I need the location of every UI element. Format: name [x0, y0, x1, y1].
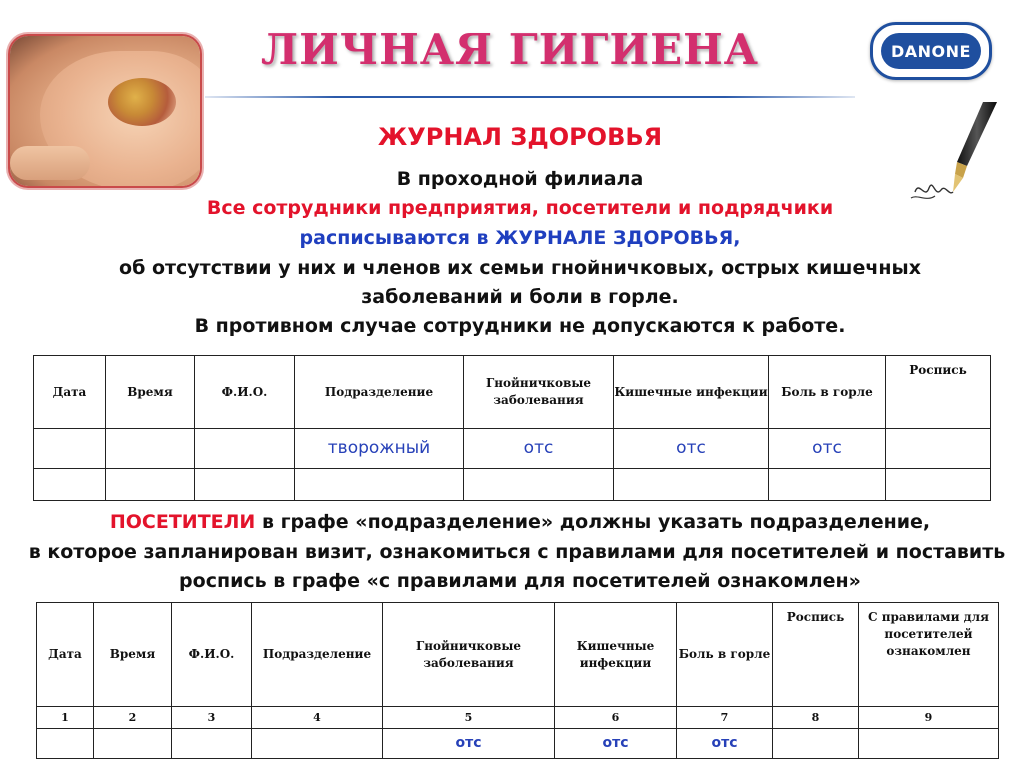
- col-rules-ack-header: С правилами для посетителей ознакомлен: [859, 603, 999, 707]
- visitors-line-1-rest: в графе «подразделение» должны указать подразделение,: [255, 511, 931, 533]
- page-title: ЛИЧНАЯ ГИГИЕНА: [261, 25, 759, 74]
- col-number: 1: [37, 707, 94, 729]
- col-number: 4: [252, 707, 383, 729]
- table-header-row: [37, 603, 999, 707]
- col-department-header: Подразделение: [252, 603, 383, 707]
- table-row: [34, 469, 991, 501]
- logo-text: DANONE: [881, 33, 981, 69]
- visitors-line-2: в которое запланирован визит, ознакомиться с правилами для посетителей и поставить: [28, 541, 1006, 563]
- fountain-pen-icon: [905, 100, 1000, 210]
- visitors-line-3: роспись в графе «с правилами для посетителей ознакомлен»: [179, 570, 861, 592]
- col-department-header: Подразделение: [295, 356, 464, 429]
- cell-empty[interactable]: [195, 469, 295, 501]
- col-number: 9: [859, 707, 999, 729]
- col-number: 3: [172, 707, 252, 729]
- table-row: [37, 729, 999, 759]
- cell-empty[interactable]: [106, 469, 195, 501]
- cell-empty[interactable]: [464, 469, 614, 501]
- col-name-header: Ф.И.О.: [172, 603, 252, 707]
- cell-date[interactable]: [37, 729, 94, 759]
- cell-time[interactable]: [106, 429, 195, 469]
- visitors-journal-table: [36, 602, 999, 759]
- cell-empty[interactable]: [614, 469, 769, 501]
- column-number-row: [37, 707, 999, 729]
- col-intestinal-header: Кишечные инфекции: [614, 356, 769, 429]
- cell-sore-throat[interactable]: отс: [769, 429, 886, 469]
- cell-empty[interactable]: [886, 469, 991, 501]
- col-signature-header: Роспись: [886, 356, 991, 429]
- health-journal-table: [33, 355, 991, 501]
- cell-empty[interactable]: [295, 469, 464, 501]
- cell-pustular[interactable]: отс: [383, 729, 555, 759]
- cell-name[interactable]: [195, 429, 295, 469]
- col-name-header: Ф.И.О.: [195, 356, 295, 429]
- col-pustular-header: Гнойничковые заболевания: [383, 603, 555, 707]
- visitors-line-1: [20, 510, 1020, 534]
- table-row: [34, 429, 991, 469]
- col-time-header: Время: [106, 356, 195, 429]
- title-divider: [205, 96, 855, 98]
- danone-logo: [870, 22, 992, 80]
- col-number: 8: [773, 707, 859, 729]
- cell-empty[interactable]: [769, 469, 886, 501]
- lesion-spot: [108, 78, 176, 126]
- col-pustular-header: Гнойничковые заболевания: [464, 356, 614, 429]
- cell-name[interactable]: [172, 729, 252, 759]
- col-number: 7: [677, 707, 773, 729]
- cell-intestinal[interactable]: отс: [614, 429, 769, 469]
- cell-date[interactable]: [34, 429, 106, 469]
- cell-department[interactable]: [252, 729, 383, 759]
- visitors-lead: ПОСЕТИТЕЛИ: [109, 511, 256, 533]
- sign-in-journal-line: расписываются в ЖУРНАЛЕ ЗДОРОВЬЯ,: [299, 227, 741, 249]
- cell-signature[interactable]: [886, 429, 991, 469]
- cell-sore-throat[interactable]: отс: [677, 729, 773, 759]
- col-number: 6: [555, 707, 677, 729]
- absence-line: об отсутствии у них и членов их семьи гнойничковых, острых кишечных: [119, 257, 921, 279]
- col-date-header: Дата: [34, 356, 106, 429]
- cell-signature[interactable]: [773, 729, 859, 759]
- cell-department[interactable]: творожный: [295, 429, 464, 469]
- col-date-header: Дата: [37, 603, 94, 707]
- checkpoint-line: В проходной филиала: [396, 168, 644, 190]
- col-number: 2: [94, 707, 172, 729]
- cell-rules-ack[interactable]: [859, 729, 999, 759]
- col-number: 5: [383, 707, 555, 729]
- journal-heading: ЖУРНАЛ ЗДОРОВЬЯ: [377, 123, 663, 151]
- skin-lesion-photo: [10, 36, 200, 186]
- everyone-line: Все сотрудники предприятия, посетители и подрядчики: [206, 197, 834, 219]
- cell-intestinal[interactable]: отс: [555, 729, 677, 759]
- col-sore-throat-header: Боль в горле: [769, 356, 886, 429]
- cell-empty[interactable]: [34, 469, 106, 501]
- table-header-row: [34, 356, 991, 429]
- col-intestinal-header: Кишечные инфекции: [555, 603, 677, 707]
- col-sore-throat-header: Боль в горле: [677, 603, 773, 707]
- cell-pustular[interactable]: отс: [464, 429, 614, 469]
- col-time-header: Время: [94, 603, 172, 707]
- not-admitted-line: В противном случае сотрудники не допускаются к работе.: [194, 315, 846, 337]
- cell-time[interactable]: [94, 729, 172, 759]
- col-signature-header: Роспись: [773, 603, 859, 707]
- diseases-line: заболеваний и боли в горле.: [361, 286, 679, 308]
